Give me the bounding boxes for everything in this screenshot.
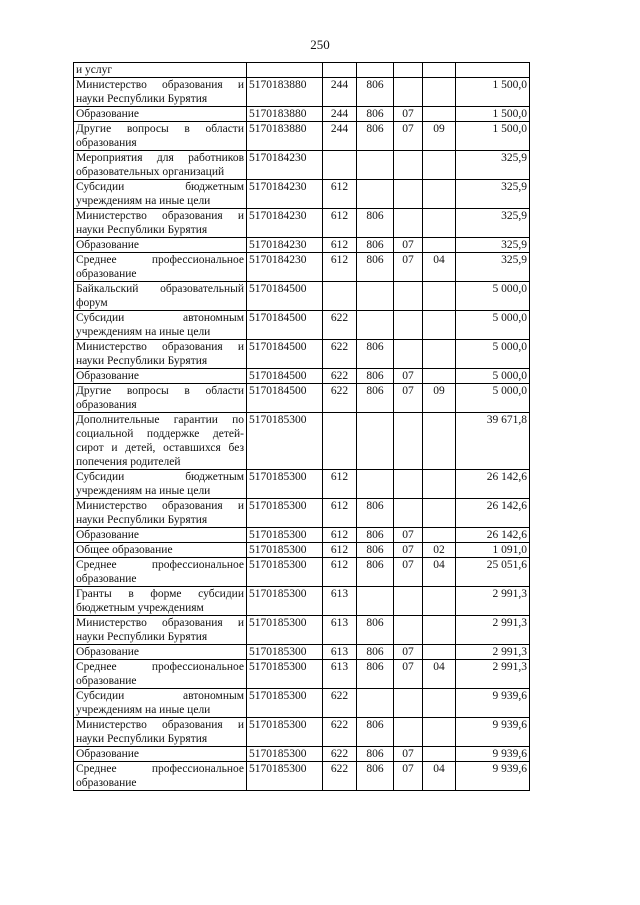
expense-type-cell: 622 [323, 369, 357, 384]
amount-cell: 26 142,6 [456, 499, 530, 528]
amount-cell: 5 000,0 [456, 311, 530, 340]
ministry-code-cell [357, 470, 394, 499]
amount-cell [456, 63, 530, 78]
item-name-cell: Субсидии бюджетным учреждениям на иные цели [74, 470, 247, 499]
amount-cell: 26 142,6 [456, 470, 530, 499]
section-cell: 07 [394, 528, 423, 543]
ministry-code-cell [357, 282, 394, 311]
ministry-code-cell: 806 [357, 747, 394, 762]
target-code-cell: 5170184500 [247, 384, 323, 413]
ministry-code-cell: 806 [357, 762, 394, 791]
expense-type-cell: 612 [323, 238, 357, 253]
subsection-cell [423, 499, 456, 528]
subsection-cell [423, 528, 456, 543]
expense-type-cell: 244 [323, 122, 357, 151]
target-code-cell: 5170184500 [247, 340, 323, 369]
target-code-cell: 5170184230 [247, 238, 323, 253]
item-name-cell: Среднее профессиональное образование [74, 762, 247, 791]
amount-cell: 26 142,6 [456, 528, 530, 543]
ministry-code-cell: 806 [357, 209, 394, 238]
target-code-cell: 5170184500 [247, 311, 323, 340]
target-code-cell: 5170183880 [247, 122, 323, 151]
item-name-cell: Образование [74, 369, 247, 384]
item-name-cell: Министерство образования и науки Республики Бурятия [74, 78, 247, 107]
expense-type-cell: 612 [323, 470, 357, 499]
ministry-code-cell: 806 [357, 660, 394, 689]
subsection-cell [423, 238, 456, 253]
ministry-code-cell: 806 [357, 122, 394, 151]
section-cell [394, 499, 423, 528]
amount-cell: 1 500,0 [456, 122, 530, 151]
item-name-cell: Среднее профессиональное образование [74, 253, 247, 282]
ministry-code-cell [357, 587, 394, 616]
amount-cell: 1 091,0 [456, 543, 530, 558]
subsection-cell [423, 587, 456, 616]
target-code-cell: 5170185300 [247, 747, 323, 762]
subsection-cell: 04 [423, 253, 456, 282]
subsection-cell [423, 63, 456, 78]
expense-type-cell: 612 [323, 528, 357, 543]
section-cell [394, 718, 423, 747]
table-row [74, 311, 530, 340]
item-name-cell: Другие вопросы в области образования [74, 384, 247, 413]
table-row [74, 470, 530, 499]
expense-type-cell [323, 151, 357, 180]
expense-type-cell [323, 63, 357, 78]
table-row [74, 499, 530, 528]
ministry-code-cell [357, 180, 394, 209]
amount-cell: 2 991,3 [456, 616, 530, 645]
item-name-cell: Министерство образования и науки Республики Бурятия [74, 616, 247, 645]
amount-cell: 325,9 [456, 209, 530, 238]
expense-type-cell: 622 [323, 762, 357, 791]
ministry-code-cell: 806 [357, 78, 394, 107]
expense-type-cell [323, 413, 357, 470]
subsection-cell: 02 [423, 543, 456, 558]
ministry-code-cell: 806 [357, 384, 394, 413]
item-name-cell: Образование [74, 238, 247, 253]
target-code-cell: 5170184230 [247, 180, 323, 209]
section-cell [394, 180, 423, 209]
item-name-cell: Образование [74, 747, 247, 762]
table-row [74, 413, 530, 470]
table-row [74, 384, 530, 413]
target-code-cell: 5170185300 [247, 413, 323, 470]
amount-cell: 325,9 [456, 180, 530, 209]
amount-cell: 5 000,0 [456, 384, 530, 413]
section-cell: 07 [394, 369, 423, 384]
subsection-cell [423, 369, 456, 384]
section-cell: 07 [394, 253, 423, 282]
section-cell: 07 [394, 122, 423, 151]
subsection-cell [423, 689, 456, 718]
section-cell [394, 209, 423, 238]
table-row [74, 209, 530, 238]
amount-cell: 5 000,0 [456, 282, 530, 311]
budget-table-body [74, 63, 530, 791]
amount-cell: 9 939,6 [456, 762, 530, 791]
target-code-cell: 5170185300 [247, 718, 323, 747]
expense-type-cell: 613 [323, 660, 357, 689]
table-row [74, 107, 530, 122]
subsection-cell: 04 [423, 558, 456, 587]
expense-type-cell: 613 [323, 616, 357, 645]
section-cell [394, 340, 423, 369]
section-cell [394, 413, 423, 470]
table-row [74, 558, 530, 587]
ministry-code-cell [357, 151, 394, 180]
target-code-cell: 5170185300 [247, 689, 323, 718]
item-name-cell: Министерство образования и науки Республики Бурятия [74, 209, 247, 238]
subsection-cell [423, 282, 456, 311]
ministry-code-cell: 806 [357, 718, 394, 747]
table-row [74, 762, 530, 791]
table-row [74, 689, 530, 718]
section-cell: 07 [394, 384, 423, 413]
section-cell [394, 151, 423, 180]
section-cell [394, 78, 423, 107]
section-cell [394, 587, 423, 616]
section-cell [394, 311, 423, 340]
ministry-code-cell: 806 [357, 499, 394, 528]
target-code-cell [247, 63, 323, 78]
table-row [74, 718, 530, 747]
amount-cell: 39 671,8 [456, 413, 530, 470]
ministry-code-cell [357, 63, 394, 78]
section-cell [394, 470, 423, 499]
target-code-cell: 5170184230 [247, 253, 323, 282]
ministry-code-cell [357, 689, 394, 718]
table-row [74, 63, 530, 78]
subsection-cell [423, 616, 456, 645]
table-row [74, 151, 530, 180]
target-code-cell: 5170185300 [247, 660, 323, 689]
subsection-cell [423, 107, 456, 122]
expense-type-cell: 613 [323, 645, 357, 660]
amount-cell: 5 000,0 [456, 340, 530, 369]
expense-type-cell: 612 [323, 499, 357, 528]
table-row [74, 122, 530, 151]
subsection-cell [423, 180, 456, 209]
subsection-cell: 04 [423, 660, 456, 689]
table-row [74, 340, 530, 369]
section-cell: 07 [394, 762, 423, 791]
subsection-cell: 04 [423, 762, 456, 791]
item-name-cell: Образование [74, 645, 247, 660]
item-name-cell: Среднее профессиональное образование [74, 558, 247, 587]
table-row [74, 282, 530, 311]
item-name-cell: и услуг [74, 63, 247, 78]
subsection-cell [423, 645, 456, 660]
budget-table [73, 62, 530, 791]
target-code-cell: 5170184230 [247, 209, 323, 238]
item-name-cell: Субсидии автономным учреждениям на иные цели [74, 311, 247, 340]
item-name-cell: Мероприятия для работников образовательных организаций [74, 151, 247, 180]
page-number: 250 [310, 37, 330, 52]
amount-cell: 2 991,3 [456, 645, 530, 660]
amount-cell: 325,9 [456, 253, 530, 282]
target-code-cell: 5170183880 [247, 78, 323, 107]
expense-type-cell: 613 [323, 587, 357, 616]
ministry-code-cell: 806 [357, 558, 394, 587]
table-row [74, 660, 530, 689]
table-row [74, 238, 530, 253]
target-code-cell: 5170185300 [247, 470, 323, 499]
ministry-code-cell: 806 [357, 107, 394, 122]
table-row [74, 543, 530, 558]
target-code-cell: 5170184500 [247, 282, 323, 311]
subsection-cell: 09 [423, 122, 456, 151]
target-code-cell: 5170184500 [247, 369, 323, 384]
expense-type-cell: 612 [323, 253, 357, 282]
target-code-cell: 5170185300 [247, 558, 323, 587]
ministry-code-cell: 806 [357, 238, 394, 253]
table-row [74, 369, 530, 384]
expense-type-cell: 622 [323, 718, 357, 747]
table-row [74, 587, 530, 616]
subsection-cell [423, 209, 456, 238]
target-code-cell: 5170183880 [247, 107, 323, 122]
expense-type-cell: 622 [323, 384, 357, 413]
ministry-code-cell [357, 413, 394, 470]
expense-type-cell: 612 [323, 543, 357, 558]
subsection-cell [423, 151, 456, 180]
amount-cell: 25 051,6 [456, 558, 530, 587]
ministry-code-cell [357, 311, 394, 340]
expense-type-cell: 622 [323, 340, 357, 369]
ministry-code-cell: 806 [357, 340, 394, 369]
section-cell: 07 [394, 747, 423, 762]
section-cell: 07 [394, 238, 423, 253]
item-name-cell: Министерство образования и науки Республики Бурятия [74, 718, 247, 747]
section-cell: 07 [394, 645, 423, 660]
expense-type-cell: 622 [323, 311, 357, 340]
amount-cell: 1 500,0 [456, 107, 530, 122]
section-cell [394, 616, 423, 645]
section-cell [394, 689, 423, 718]
subsection-cell [423, 78, 456, 107]
target-code-cell: 5170185300 [247, 645, 323, 660]
table-row [74, 616, 530, 645]
target-code-cell: 5170184230 [247, 151, 323, 180]
subsection-cell [423, 747, 456, 762]
amount-cell: 5 000,0 [456, 369, 530, 384]
target-code-cell: 5170185300 [247, 528, 323, 543]
section-cell: 07 [394, 107, 423, 122]
section-cell [394, 63, 423, 78]
table-row [74, 253, 530, 282]
item-name-cell: Байкальский образовательный форум [74, 282, 247, 311]
item-name-cell: Образование [74, 528, 247, 543]
ministry-code-cell: 806 [357, 369, 394, 384]
section-cell: 07 [394, 543, 423, 558]
expense-type-cell: 622 [323, 747, 357, 762]
table-row [74, 528, 530, 543]
target-code-cell: 5170185300 [247, 543, 323, 558]
amount-cell: 2 991,3 [456, 660, 530, 689]
amount-cell: 1 500,0 [456, 78, 530, 107]
amount-cell: 325,9 [456, 238, 530, 253]
table-row [74, 180, 530, 209]
expense-type-cell: 612 [323, 558, 357, 587]
item-name-cell: Гранты в форме субсидии бюджетным учреждениям [74, 587, 247, 616]
amount-cell: 2 991,3 [456, 587, 530, 616]
subsection-cell: 09 [423, 384, 456, 413]
item-name-cell: Министерство образования и науки Республики Бурятия [74, 499, 247, 528]
amount-cell: 9 939,6 [456, 689, 530, 718]
target-code-cell: 5170185300 [247, 499, 323, 528]
expense-type-cell: 244 [323, 78, 357, 107]
ministry-code-cell: 806 [357, 543, 394, 558]
target-code-cell: 5170185300 [247, 616, 323, 645]
table-row [74, 645, 530, 660]
item-name-cell: Среднее профессиональное образование [74, 660, 247, 689]
expense-type-cell: 244 [323, 107, 357, 122]
table-row [74, 747, 530, 762]
ministry-code-cell: 806 [357, 253, 394, 282]
item-name-cell: Дополнительные гарантии по социальной поддержке детей-сирот и детей, оставшихся без попечения родителей [74, 413, 247, 470]
section-cell: 07 [394, 558, 423, 587]
amount-cell: 9 939,6 [456, 718, 530, 747]
target-code-cell: 5170185300 [247, 762, 323, 791]
section-cell: 07 [394, 660, 423, 689]
target-code-cell: 5170185300 [247, 587, 323, 616]
item-name-cell: Министерство образования и науки Республики Бурятия [74, 340, 247, 369]
subsection-cell [423, 340, 456, 369]
ministry-code-cell: 806 [357, 528, 394, 543]
item-name-cell: Общее образование [74, 543, 247, 558]
table-row [74, 78, 530, 107]
expense-type-cell [323, 282, 357, 311]
item-name-cell: Субсидии автономным учреждениям на иные цели [74, 689, 247, 718]
expense-type-cell: 622 [323, 689, 357, 718]
subsection-cell [423, 470, 456, 499]
expense-type-cell: 612 [323, 180, 357, 209]
amount-cell: 9 939,6 [456, 747, 530, 762]
item-name-cell: Другие вопросы в области образования [74, 122, 247, 151]
ministry-code-cell: 806 [357, 645, 394, 660]
expense-type-cell: 612 [323, 209, 357, 238]
subsection-cell [423, 311, 456, 340]
subsection-cell [423, 718, 456, 747]
item-name-cell: Субсидии бюджетным учреждениям на иные цели [74, 180, 247, 209]
item-name-cell: Образование [74, 107, 247, 122]
subsection-cell [423, 413, 456, 470]
amount-cell: 325,9 [456, 151, 530, 180]
ministry-code-cell: 806 [357, 616, 394, 645]
section-cell [394, 282, 423, 311]
